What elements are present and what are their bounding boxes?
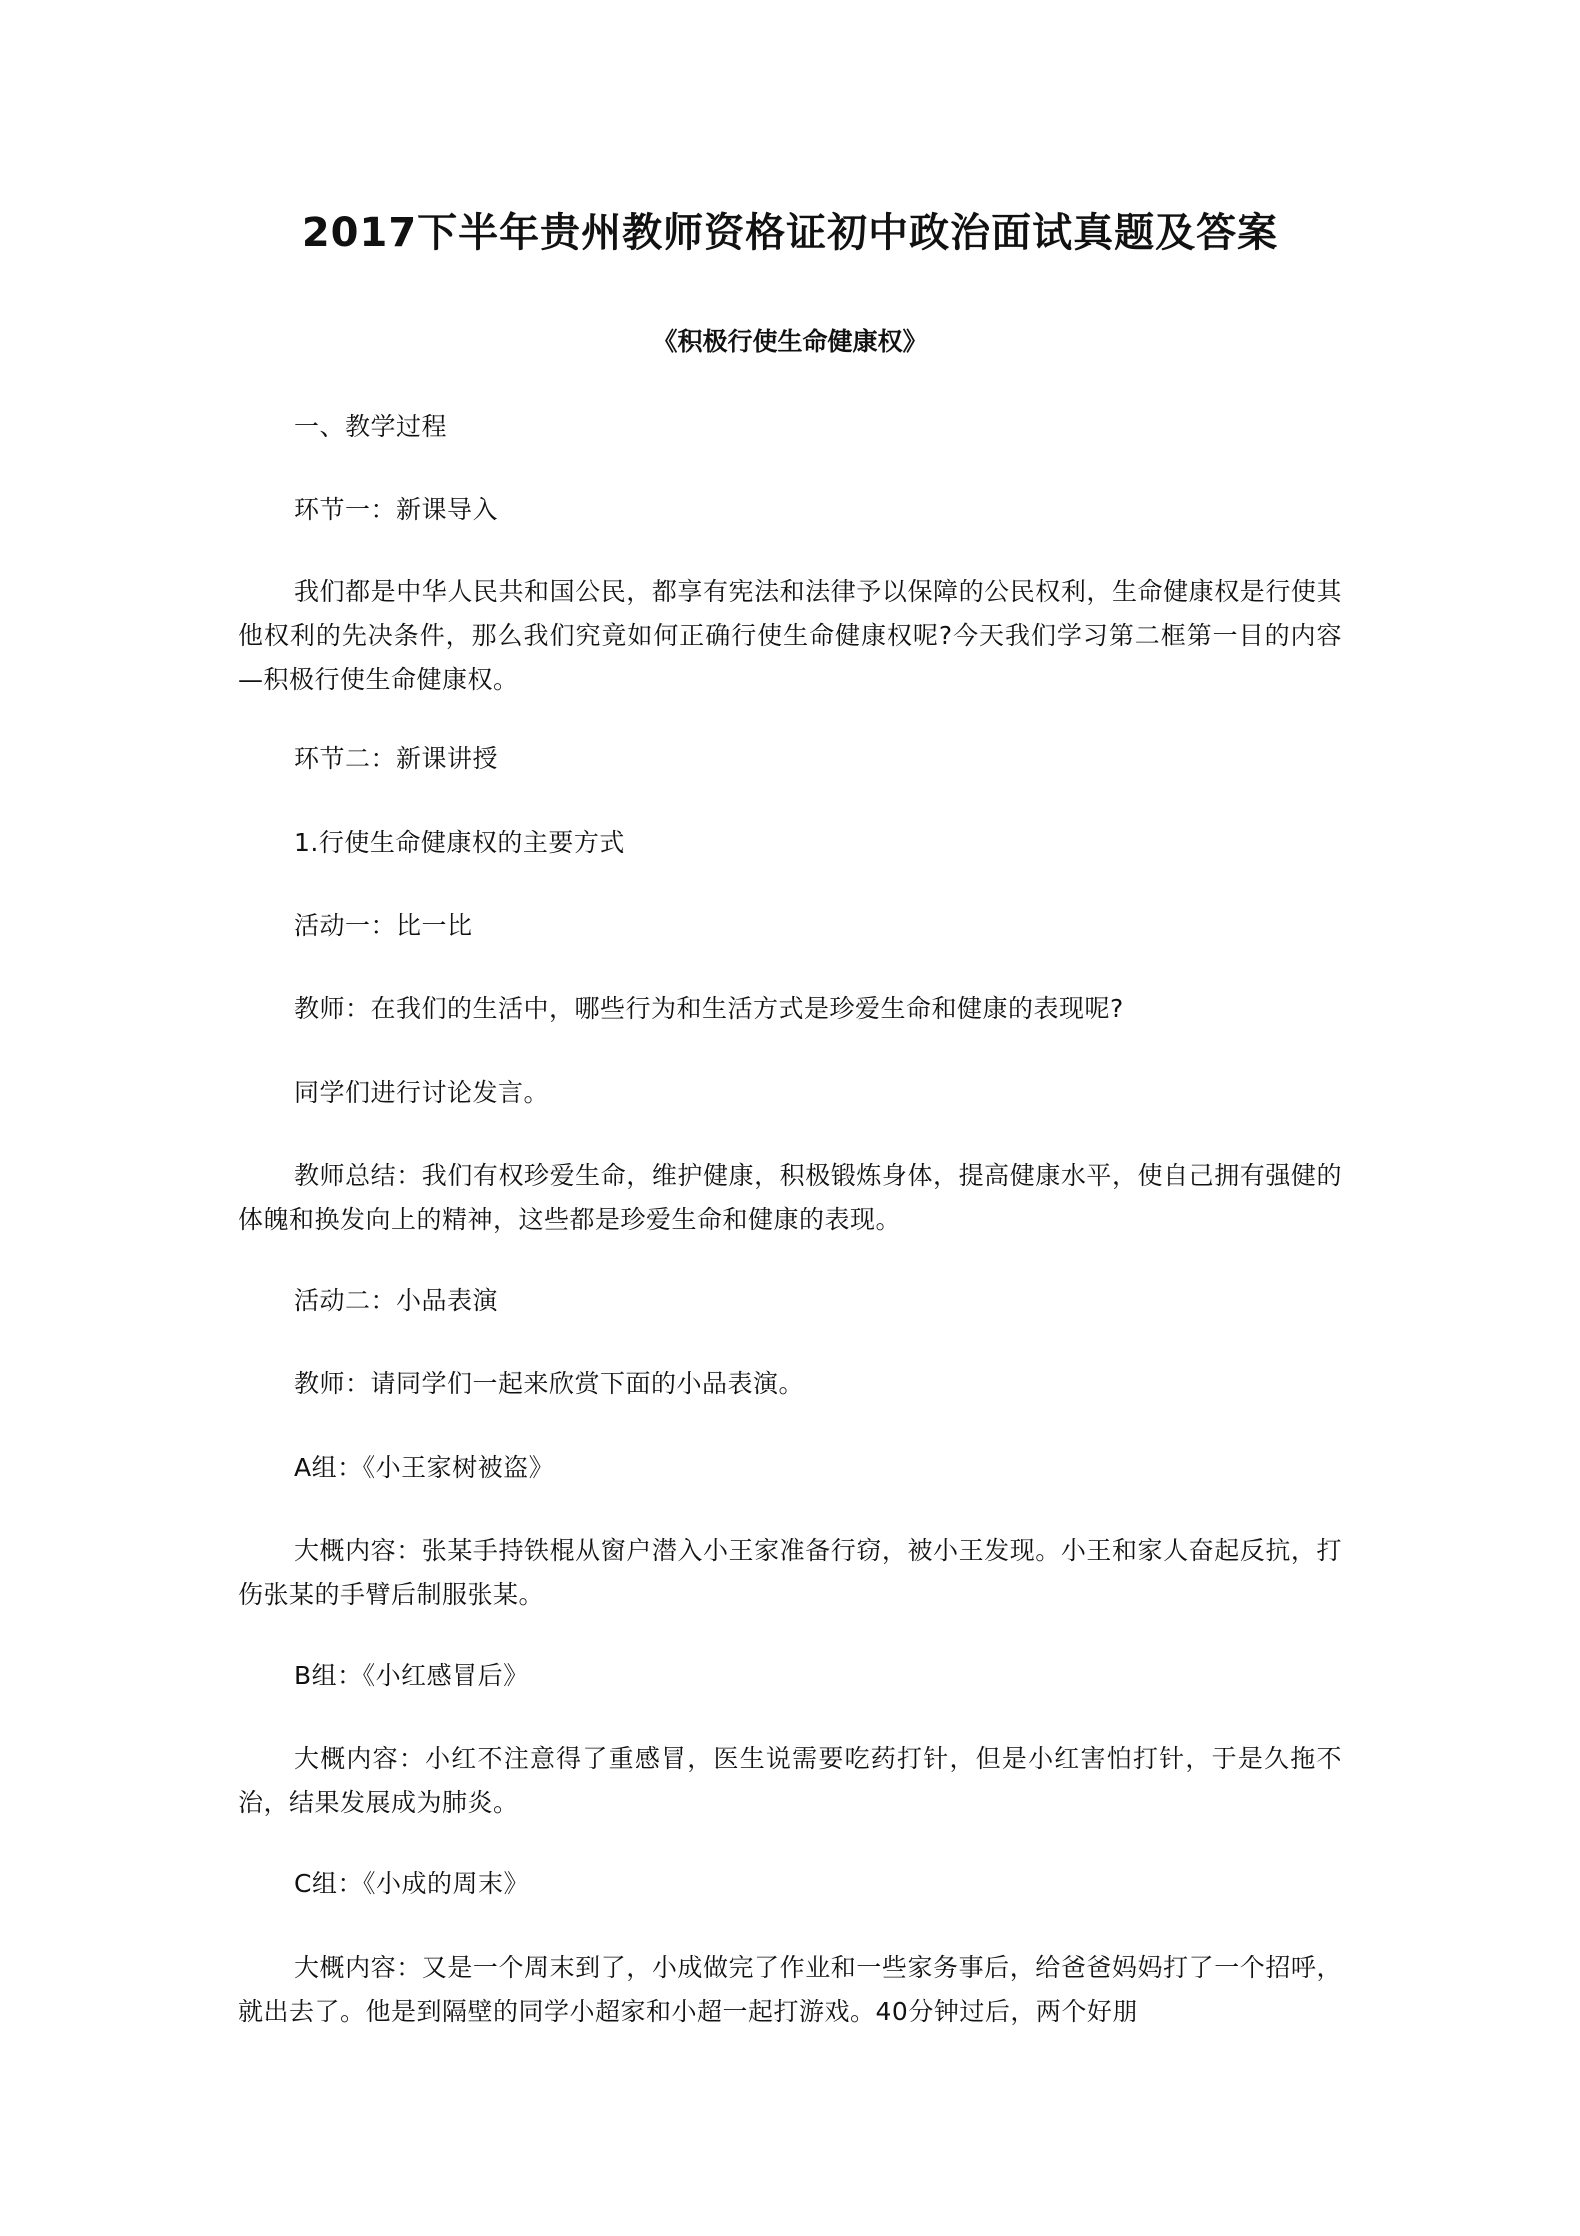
activity-heading: 活动一：比一比: [294, 911, 473, 940]
subsection-heading: 1.行使生命健康权的主要方式: [294, 828, 625, 857]
paragraph: 大概内容：张某手持铁棍从窗户潜入小王家准备行窃，被小王发现。小王和家人奋起反抗，打伤张某的手臂后制服张某。: [238, 1536, 1342, 1609]
step-heading: 环节二：新课讲授: [294, 744, 499, 773]
paragraph: 教师：在我们的生活中，哪些行为和生活方式是珍爱生命和健康的表现呢?: [294, 994, 1124, 1023]
group-heading: B组：《小红感冒后》: [294, 1661, 529, 1690]
activity-heading: 活动二：小品表演: [294, 1286, 499, 1315]
document-subtitle: 《积极行使生命健康权》: [652, 327, 928, 356]
paragraph: 大概内容：又是一个周末到了，小成做完了作业和一些家务事后，给爸爸妈妈打了一个招呼，就出去了。他是到隔壁的同学小超家和小超一起打游戏。40分钟过后，两个好朋: [238, 1953, 1342, 2026]
paragraph: 教师总结：我们有权珍爱生命，维护健康，积极锻炼身体，提高健康水平，使自己拥有强健的体魄和换发向上的精神，这些都是珍爱生命和健康的表现。: [238, 1161, 1342, 1234]
group-heading: C组：《小成的周末》: [294, 1869, 529, 1898]
paragraph: 我们都是中华人民共和国公民，都享有宪法和法律予以保障的公民权利，生命健康权是行使其他权利的先决条件，那么我们究竟如何正确行使生命健康权呢?今天我们学习第二框第一目的内容—积极行使生命健康权。: [238, 577, 1342, 694]
section-heading: 一、教学过程: [294, 412, 448, 441]
document-title: 2017下半年贵州教师资格证初中政治面试真题及答案: [301, 210, 1279, 256]
step-heading: 环节一：新课导入: [294, 495, 499, 524]
paragraph: 教师：请同学们一起来欣赏下面的小品表演。: [294, 1369, 805, 1398]
paragraph: 大概内容：小红不注意得了重感冒，医生说需要吃药打针，但是小红害怕打针，于是久拖不治，结果发展成为肺炎。: [238, 1744, 1342, 1817]
group-heading: A组：《小王家树被盗》: [294, 1453, 555, 1482]
paragraph: 同学们进行讨论发言。: [294, 1078, 550, 1107]
